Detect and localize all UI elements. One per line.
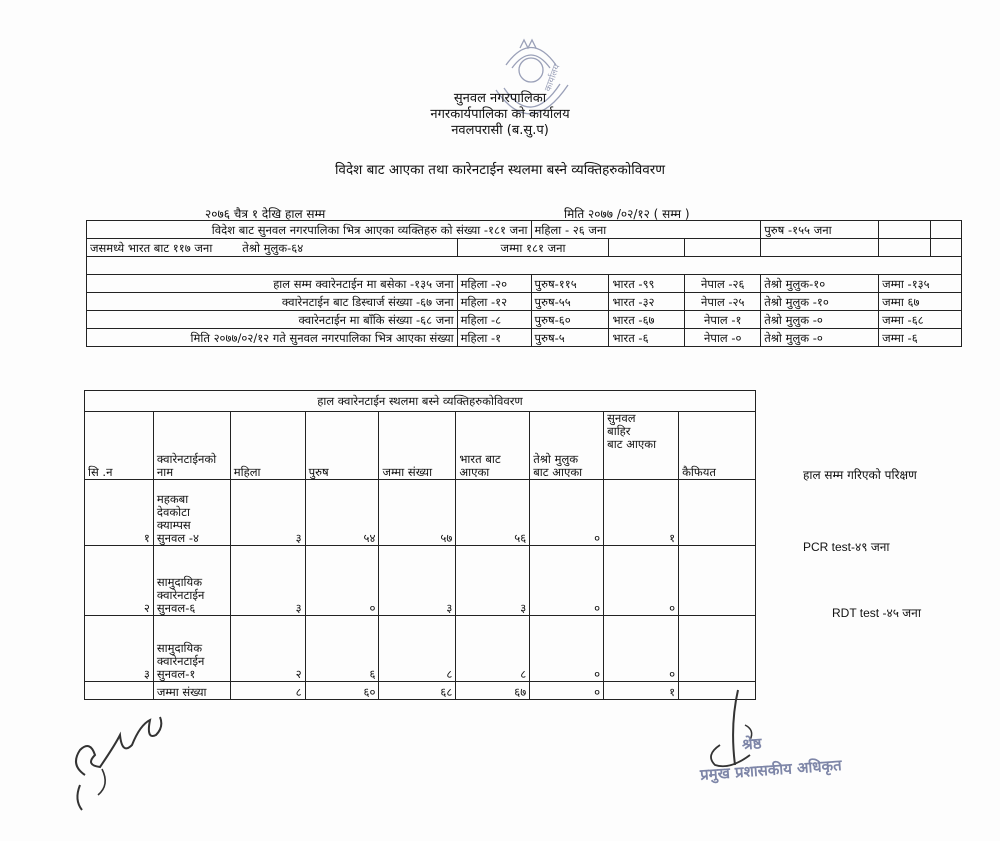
- period-label: २०७६ चैत्र १ देखि हाल सम्म: [205, 207, 326, 221]
- document-subject: विदेश बाट आएका तथा कारेनटाईन स्थलमा बस्ने व्यक्तिहरुकोविवरण: [334, 162, 666, 178]
- signature-left-icon: [60, 705, 180, 815]
- stamp-title: प्रमुख प्रशासकीय अधिकृत: [699, 756, 843, 784]
- district-name: नवलपरासी (ब.सु.प): [451, 123, 549, 138]
- table-total-row: जम्मा संख्या ८ ६० ६८ ६७ ० १: [85, 682, 756, 700]
- total-arrivals: विदेश बाट सुनवल नगरपालिका भित्र आएका व्यक्तिहरु को संख्या -१८१ जना: [87, 221, 532, 239]
- summary-row: मिति २०७७/०२/१२ गते सुनवल नगरपालिका भित्र आएका संख्या महिला -१ पुरुष-५ भारत -६ नेपाल -० तेश्रो मुलुक -० जम्मा -६: [87, 329, 962, 347]
- summary-row: क्वारेनटाईन बाट डिस्चार्ज संख्या -६७ जना महिला -१२ पुरुष-५५ भारत -३२ नेपाल -२५ तेश्रो मुलुक -१० जम्मा ६७: [87, 293, 962, 311]
- detail-title-row: [85, 391, 756, 412]
- svg-text:कार्यालय: कार्यालय: [543, 63, 563, 94]
- quarantine-detail-table: [84, 390, 756, 700]
- rdt-test-count: RDT test -४५ जना: [832, 606, 921, 620]
- tests-heading: हाल सम्म गरिएको परिक्षण: [803, 468, 917, 482]
- table-row: २ सामुदायिक क्वारेनटाईन सुनवल-६ ३ ० ३ ३ ० ०: [85, 546, 756, 616]
- india-arrivals: जसमध्ये भारत बाट ११७ जना तेश्रो मुलुक-६४: [87, 239, 458, 257]
- detail-title: हाल क्वारेनटाईन स्थलमा बस्ने व्यक्तिहरुकोविवरण: [85, 391, 756, 412]
- summary-total-row: [87, 221, 962, 239]
- municipality-name: सुनवल नगरपालिका: [453, 91, 547, 106]
- summary-origin-row: [87, 239, 962, 257]
- third-country-arrivals: तेश्रो मुलुक-६४: [242, 240, 304, 255]
- detail-header-row: सि .न क्वारेनटाईनको नाम महिला पुरुष जम्मा संख्या भारत बाट आएका तेश्रो मुलुक बाट आएका सुनवल बाहिर बाट आएका कैफियत: [85, 412, 756, 480]
- table-row: ३ सामुदायिक क्वारेनटाईन सुनवल-१ २ ६ ८ ८ ० ०: [85, 616, 756, 682]
- total-male: पुरुष -१५५ जना: [761, 221, 879, 239]
- table-row: १ महकबा देवकोटा क्याम्पस सुनवल -४ ३ ५४ ५७ ५६ ० १: [85, 480, 756, 546]
- summary-blank-row: [87, 257, 962, 275]
- summary-table: [86, 220, 962, 347]
- date-label: मिति २०७७ /०२/१२ ( सम्म ): [564, 207, 690, 221]
- pcr-test-count: PCR test-४९ जना: [803, 540, 890, 554]
- stamp-name: श्रेष्ठ: [741, 734, 763, 754]
- summary-row: क्वारेनटाईन मा बाँकि संख्या -६८ जना महिला -८ पुरुष-६० भारत -६७ नेपाल -१ तेश्रो मुलुक -० जम्मा -६८: [87, 311, 962, 329]
- total-female: महिला - २६ जना: [531, 221, 761, 239]
- summary-row: हाल सम्म क्वारेनटाईन मा बसेका -१३५ जना महिला -२० पुरुष-११५ भारत -९९ नेपाल -२६ तेश्रो मुलुक-१० जम्मा -१३५: [87, 275, 962, 293]
- origin-total: जम्मा १८१ जना: [457, 239, 609, 257]
- office-name: नगरकार्यपालिका को कार्यालय: [430, 107, 570, 122]
